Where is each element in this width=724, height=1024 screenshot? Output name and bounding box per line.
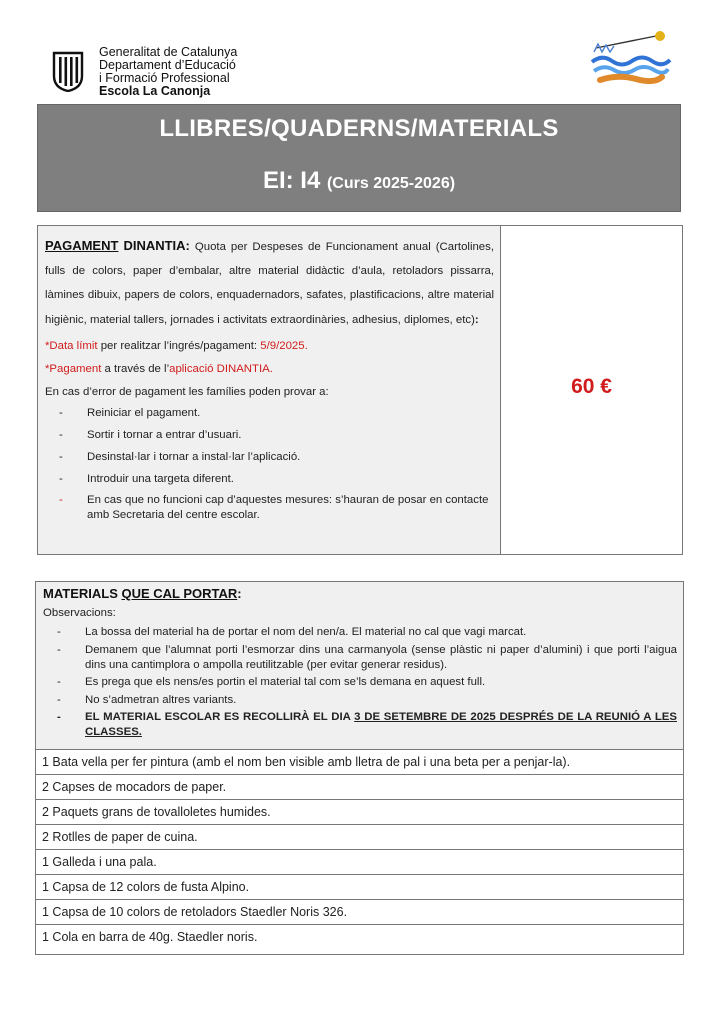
- page-header: [50, 46, 680, 98]
- title-banner: [37, 104, 681, 212]
- observations-label: Observacions:: [43, 607, 116, 619]
- table-row: 1 Bata vella per fer pintura (amb el nom ben visible amb lletra de pal i una beta per a penjar-la).: [36, 750, 683, 775]
- list-item: - EL MATERIAL ESCOLAR ES RECOLLIRÀ EL DIA 3 DE SETEMBRE DE 2025 DESPRÉS DE LA REUNIÓ A LES CLASSES.: [57, 711, 677, 738]
- school-logo-icon: [590, 30, 672, 90]
- list-item: - Introduir una targeta diferent.: [59, 472, 234, 485]
- organization-name: [99, 46, 237, 98]
- payment-method-text: a través de l’: [101, 362, 170, 375]
- list-item: - En cas que no funcioni cap d’aquestes mesures: s’hauran de posar en contacte amb Secretaria del centre escolar.: [59, 493, 489, 521]
- payment-colon: :: [474, 313, 479, 326]
- payment-label: PAGAMENT: [45, 238, 119, 253]
- payment-steps: [45, 405, 494, 523]
- payment-method: [45, 361, 494, 378]
- page-subtitle: [38, 167, 680, 195]
- table-row: 1 Cola en barra de 40g. Staedler noris.: [42, 930, 258, 944]
- list-item: - Reiniciar el pagament.: [59, 406, 201, 419]
- list-item: - Demanem que l’alumnat porti l’esmorzar dins una carmanyola (sense plàstic ni paper d’alumini) i que porti l’aigua dins una cantimplora o ampolla reutilitzable (per evitar generar residus).: [57, 643, 677, 671]
- deadline-text: per realitzar l’ingrés/pagament:: [97, 339, 261, 352]
- dinantia-label: DINANTIA:: [123, 238, 190, 253]
- school-name: Escola La Canonja: [99, 84, 211, 98]
- table-row: 1 Capsa de 12 colors de fusta Alpino.: [36, 875, 683, 900]
- deadline-label: *Data límit: [45, 339, 98, 352]
- page-title: LLIBRES/QUADERNS/MATERIALS: [159, 115, 559, 142]
- table-row: 1 Galleda i una pala.: [36, 850, 683, 875]
- payment-method-label: *Pagament: [45, 362, 102, 375]
- table-row: 1 Capsa de 10 colors de retoladors Staedler Noris 326.: [36, 900, 683, 925]
- org-line-2: Departament d’Educació: [99, 58, 236, 72]
- materials-table: [35, 581, 684, 955]
- org-line-3: i Formació Professional: [99, 71, 230, 85]
- payment-app: aplicació DINANTIA.: [169, 362, 273, 375]
- list-item: - Es prega que els nens/es portin el material tal com se’ls demana en aquest full.: [57, 676, 486, 688]
- org-line-1: Generalitat de Catalunya: [99, 45, 238, 59]
- price-value: 60 €: [571, 375, 612, 398]
- payment-details: [38, 226, 501, 554]
- payment-description: [45, 234, 494, 332]
- course-level: EI: I4: [262, 167, 321, 194]
- school-year: (Curs 2025-2026): [326, 175, 456, 192]
- materials-header: [36, 582, 683, 750]
- list-item: - Desinstal·lar i tornar a instal·lar l’aplicació.: [59, 450, 301, 463]
- deadline-date: 5/9/2025.: [260, 339, 308, 352]
- payment-table: [37, 225, 683, 555]
- table-row: 2 Rotlles de paper de cuina.: [36, 825, 683, 850]
- payment-deadline: [45, 338, 494, 355]
- table-row: 2 Capses de mocadors de paper.: [36, 775, 683, 800]
- list-item: - La bossa del material ha de portar el nom del nen/a. El material no cal que vagi marcat.: [57, 626, 527, 638]
- materials-title: MATERIALS QUE CAL PORTAR:: [43, 586, 242, 601]
- list-item: - Sortir i tornar a entrar d’usuari.: [59, 428, 242, 441]
- list-item: - No s’admetran altres variants.: [57, 693, 237, 706]
- table-row: 2 Paquets grans de tovalloletes humides.: [36, 800, 683, 825]
- observations-list: [43, 625, 677, 740]
- payment-description-text: Quota per Despeses de Funcionament anual (Cartolines, fulls de colors, paper d’embalar, altre material didàctic d’aula, retoladors pissarra, làmines dibuix, papers de colors, enquadernadors, safates, plastificacions, altre material higiènic, material tallers, jornades i activitats extraordinàries, adhesius, diplomes, etc): [45, 241, 494, 326]
- error-intro: En cas d’error de pagament les famílies poden provar a:: [45, 385, 329, 398]
- generalitat-crest-icon: [50, 50, 86, 92]
